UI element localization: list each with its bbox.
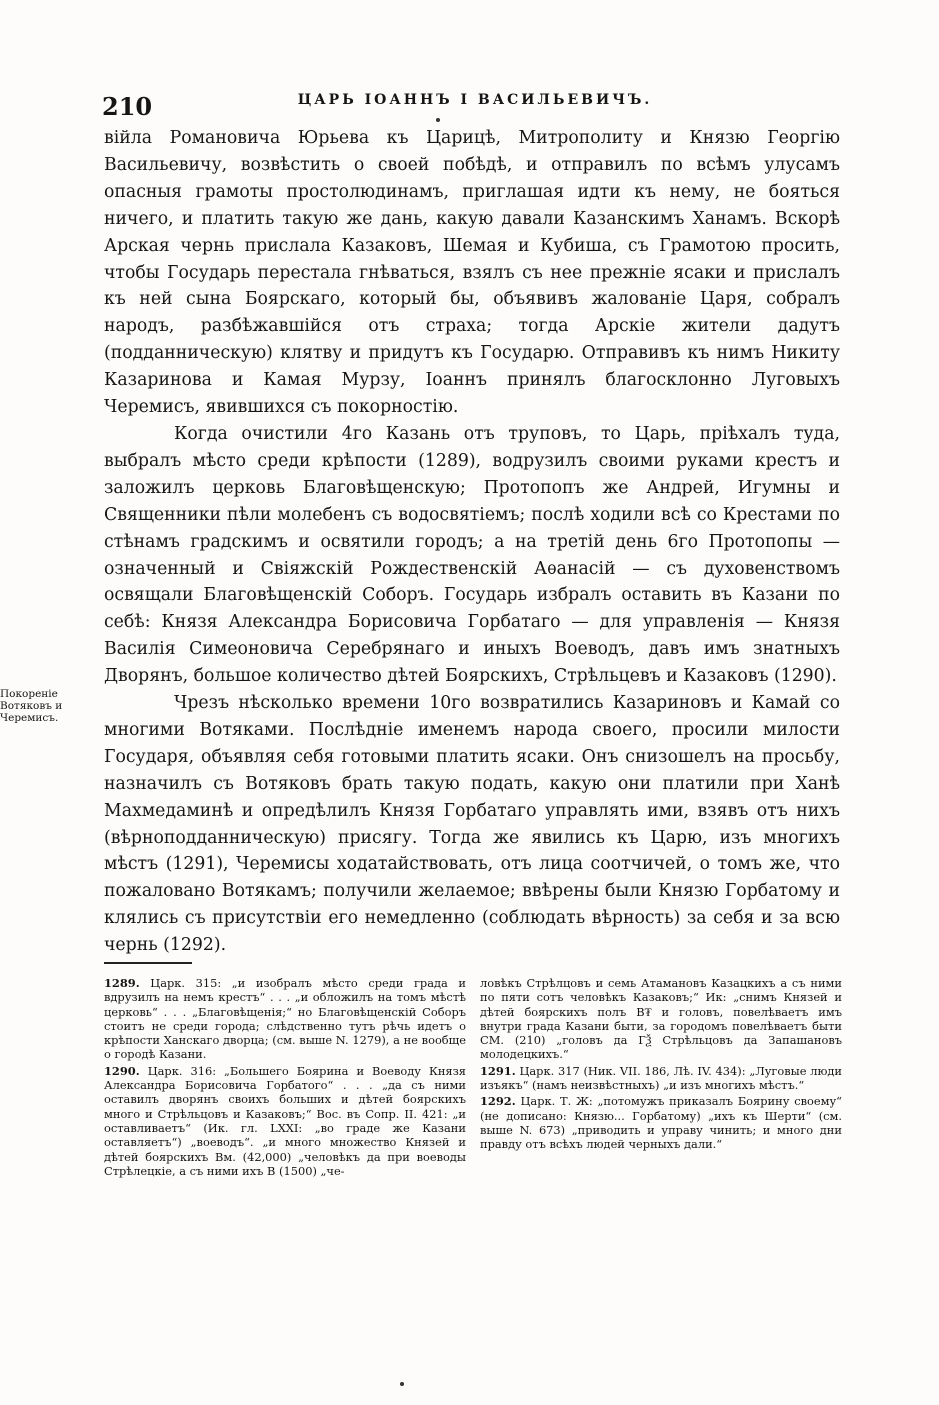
footnote-text: Царк. 315: „и изобралъ мѣсто среди града и вдрузилъ на немъ крестъ“ . . . „и обложилъ на томъ мѣстѣ церковь“ . . . „Благовѣщенія;“ но Благовѣщенскій Соборъ стоитъ не среди города; слѣдственно тутъ рѣчь идетъ о крѣпости Ханскаго дворца; (см. выше N. 1279), а не вообще о городѣ Казани. [104,976,466,1062]
ink-speck [436,118,440,122]
footnotes-right-column [480,976,842,1154]
footnote-number: 1292. [480,1094,516,1109]
footnote-number: 1291. [480,1063,516,1078]
footnote-number: 1290. [104,1063,140,1078]
footnote [104,976,466,1062]
footnotes-left-column [104,976,466,1180]
footnote [104,1064,466,1178]
paragraph: Чрезъ нѣсколько времени 10го возвратились Казариновъ и Камай со многими Вотяками. Послѣдніе именемъ народа своего, просили милости Государя, объявляя себя готовыми платить ясаки. Онъ снизошелъ на просьбу, назначилъ съ Вотяковъ брать такую подать, какую они платили при Ханѣ Махмедаминѣ и опредѣлилъ Князя Горбатаго управлять ими, взявъ отъ нихъ (вѣрноподданническую) присягу. Тогда же явились къ Царю, изъ многихъ мѣстъ (1291), Черемисы ходатайствовать, отъ лица соотчичей, о томъ же, что пожаловано Вотякамъ; получили желаемое; ввѣрены были Князю Горбатому и клялись съ присутствіи его немедленно (соблюдать вѣрность) за себя и за всю чернь (1292). [104,693,840,956]
ink-speck [400,1382,404,1386]
margin-note: Покореніе Вотяковъ и Черемисъ. [0,688,63,724]
running-title: ЦАРЬ ІОАННЪ І ВАСИЛЬЕВИЧЪ. [297,92,653,108]
footnote [480,1094,842,1151]
footnote [480,1064,842,1093]
footnote-text: Царк. Т. Ж: „потомужъ приказалъ Боярину своему“ (не дописано: Князю... Горбатому) „ихъ къ Шерти“ (см. выше N. 673) „приводить и управу чинить; и много дни правду отъ всѣхъ людей черныхъ дали.“ [480,1094,842,1152]
paragraph: війла Романовича Юрьева къ Царицѣ, Митрополиту и Князю Георгію Васильевичу, возвѣстить о своей побѣдѣ, и отправилъ по всѣмъ улусамъ опасныя грамоты простолюдинамъ, приглашая идти къ нему, не бояться ничего, и платить такую же дань, какую давали Казанскимъ Ханамъ. Вскорѣ Арская чернь прислала Казаковъ, Шемая и Кубиша, съ Грамотою просить, чтобы Государь перестала гнѣваться, взялъ съ нее прежніе ясаки и прислалъ къ ней сына Боярскаго, который бы, объявивъ жалованіе Царя, собралъ народъ, разбѣжавшійся отъ страха; тогда Арскіе жители дадутъ (подданническую) клятву и придутъ къ Государю. Отправивъ къ нимъ Никиту Казаринова и Камая Мурзу, Іоаннъ принялъ благосклонно Луговыхъ Черемисъ, явившихся съ покорностію. [104,128,840,418]
main-text [104,125,840,959]
footnote-text: Царк. 317 (Ник. VII. 186, Лѣ. IV. 434): „Луговые люди изъякъ“ (намъ неизвѣстныхъ) „и изъ многихъ мѣстъ.“ [480,1063,842,1093]
footnote-number: 1289. [104,976,140,990]
paragraph: Когда очистили 4го Казань отъ труповъ, то Царь, пріѣхалъ туда, выбралъ мѣсто среди крѣпости (1289), водрузилъ своими руками крестъ и заложилъ церковь Благовѣщенскую; Протопопъ же Андрей, Игумны и Священники пѣли молебенъ съ водосвятіемъ; послѣ ходили всѣ со Крестами по стѣнамъ градскимъ и освятили городъ; а на третій день 6го Протопопы — означенный и Свіяжскій Рождественскій Аѳанасій — съ духовенствомъ освящали Благовѣщенскій Соборъ. Государь избралъ оставить въ Казани по себѣ: Князя Александра Борисовича Горбатаго — для управленія — Князя Василія Симеоновича Серебрянаго и иныхъ Воеводъ, давъ имъ знатныхъ Дворянъ, большое количество дѣтей Боярскихъ, Стрѣльцевъ и Казаковъ (1290). [104,423,840,687]
footnote [480,976,842,1062]
page-number: 210 [102,92,153,121]
footnote-text: ловѣкъ Стрѣлцовъ и семь Атамановъ Казацкихъ а съ ними по пяти сотъ человѣкъ Казаковъ;“ Ик: „снимъ Князей и дѣтей боярскихъ полъ В₮ и головъ, повелѣваетъ имъ внутри града Казани быти, за городомъ повелѣваетъ быти СМ. (210) „головъ да ГѮ Стрѣльцовъ да Запашановъ молодецкихъ.“ [480,976,842,1062]
footnote-divider [104,962,192,964]
footnote-text: Царк. 316: „Большего Боярина и Воеводу Князя Александра Борисовича Горбатого“ . . . „да съ ними оставилъ дворянъ своихъ больших и дѣтей боярскихъ много и Стрѣльцовъ и Казаковъ;“ Вос. въ Сопр. II. 421: „и оставливаетъ“ (Ик. гл. LXXI: „во граде же Казани оставляетъ“) „воеводъ“. „и много множество Князей и дѣтей боярскихъ Вм. (42,000) „человѣкъ да при воеводы Стрѣлецкіе, а съ ними ихъ В (1500) „че- [104,1063,466,1178]
